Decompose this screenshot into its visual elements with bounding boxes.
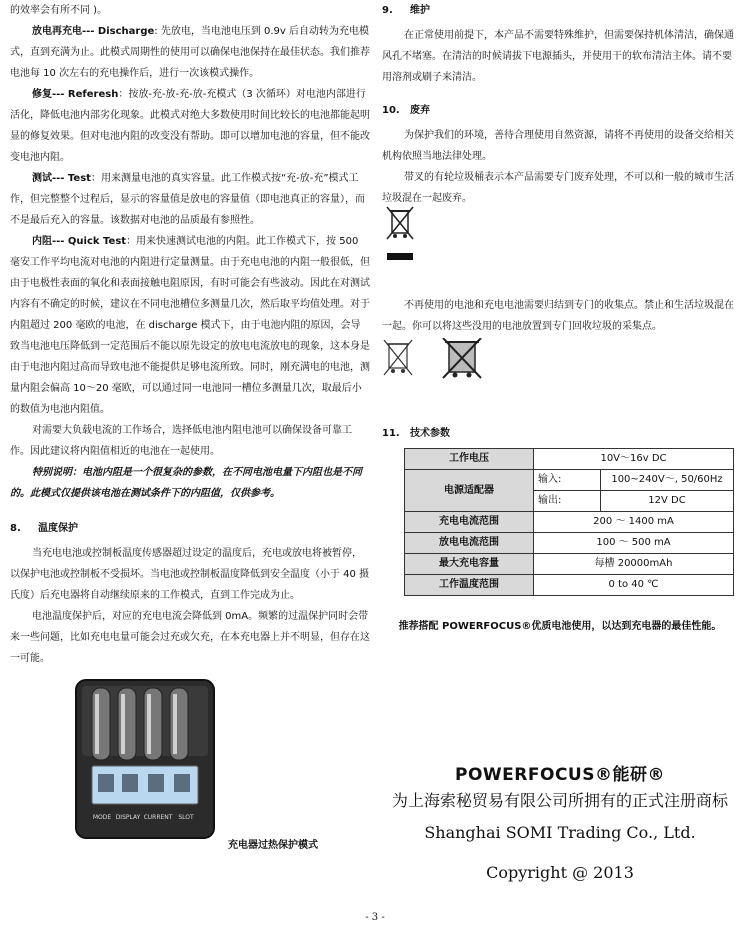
brand-owner-en: Shanghai SOMI Trading Co., Ltd. [424, 823, 696, 842]
mode-button-label: MODE [92, 814, 112, 821]
spec-output-label: 输出: [534, 491, 601, 512]
spec-charge-label: 充电电流范围 [405, 512, 534, 533]
section-10-paragraph-1: 为保护我们的环境，善待合理使用自然资源，请将不再使用的设备交给相关机构依照当地法律处理。 [382, 130, 734, 162]
recommend-note: 推荐搭配 POWERFOCUS®优质电池使用，以达到充电器的最佳性能。 [398, 621, 722, 632]
section-9-heading [382, 0, 738, 21]
battery-slot-2 [118, 688, 136, 760]
spec-temp-label: 工作温度范围 [405, 575, 534, 596]
quicktest-title: 内阻--- Quick Test [32, 236, 127, 247]
right-column [382, 0, 738, 886]
spec-discharge-value: 100 ～ 500 mA [534, 533, 734, 554]
battery-slot-1 [92, 688, 110, 760]
device-caption: 充电器过热保护模式 [228, 840, 318, 851]
section-11-title: 技术参数 [410, 428, 450, 439]
spec-temp-value: 0 to 40 ℃ [534, 575, 734, 596]
display-button-label: DISPLAY [115, 814, 141, 821]
brand-logo: POWERFOCUS®能研® [455, 765, 665, 785]
table-row [405, 554, 734, 575]
section-11-number: 11. [382, 428, 400, 439]
section-9-title: 维护 [410, 5, 430, 16]
section-10-heading [382, 100, 738, 121]
intro-tail: 的效率会有所不同 )。 [10, 5, 108, 16]
crossed-bin-icon [385, 205, 415, 265]
brand-owner-cn: 为上海索秘贸易有限公司所拥有的正式注册商标 [391, 791, 728, 810]
section-10-paragraph-2: 带叉的有轮垃圾桶表示本产品需要专门废弃处理，不可以和一般的城市生活垃圾混在一起废弃。 [382, 172, 734, 204]
table-row [405, 449, 734, 470]
section-8-heading [10, 518, 370, 539]
battery-slot-3 [144, 688, 162, 760]
quicktest-paragraph-2: 对需要大负载电流的工作场合，选择低电池内阻电池可以确保设备可靠工作。因此建议将内阻值相近的电池在一起使用。 [10, 425, 352, 457]
spec-input-label: 输入: [534, 470, 601, 491]
section-10-paragraph-3: 不再使用的电池和充电电池需要归结到专门的收集点。禁止和生活垃圾混在一起。你可以将这些没用的电池放置到专门回收垃圾的采集点。 [382, 300, 734, 332]
quicktest-body: ：用来快速测试电池的内阻。此工作模式下，按 500 毫安工作平均电流对电池的内阻进行定量测量。由于充电电池的内阻一般很低，但由于电极性表面的氧化和表面接触电阻原因，有时可能会有些波动。因此在对测试内容有不确定的时候，建议在不同电池槽位多测量几次，然后取平均值处理。对于内阻超过 200 毫欧的电池，在 discharge 模式下，由于电池内阻的原因，会导致当电池电压降低到一定范围后不能以原先设定的放电电流放电的现象，这本身是由于电池内阻过高而导致电池不能提供足够电流所致。同时，刚充满电的电池，测量内阻会偏高 10～20 毫欧，可以通过同一电池同一槽位多测量几次，取最后小的数值为电池内阻值。 [10, 236, 370, 415]
crossed-bin-small-icon [384, 340, 412, 375]
spec-table [404, 448, 734, 596]
test-body: ：用来测量电池的真实容量。此工作模式按“充-放-充”模式工作，但完整整个过程后，显示的容量值是放电的容量值（即电池真正的容量），而不是最后充入的容量。该数据对电池的品质最有参照性。 [10, 173, 365, 226]
table-row [405, 533, 734, 554]
section-8-paragraph-2: 电池温度保护后，对应的充电电流会降低到 0mA。频繁的过温保护同时会带来一些问题，比如充电电量可能会过充或欠充，在本充电器上并不明显，但存在这一可能。 [10, 611, 370, 664]
quicktest-paragraph [10, 231, 370, 420]
spec-capacity-label: 最大充电容量 [405, 554, 534, 575]
section-8-paragraph-1: 当充电电池或控制板温度传感器超过设定的温度后，充电或放电将被暂停，以保护电池或控制板不受损坏。当电池或控制板温度降低到安全温度（小于 40 摄氏度）后充电器将自动继续原来的工作模式，直到工作完成为止。 [10, 548, 370, 601]
section-10-number: 10. [382, 105, 400, 116]
spec-adapter-label: 电源适配器 [405, 470, 534, 512]
copyright: Copyright @ 2013 [486, 863, 634, 882]
page-number: - 3 - [365, 912, 385, 923]
refresh-paragraph [10, 84, 370, 168]
section-9-number: 9. [382, 5, 393, 16]
battery-disposal-icons [383, 338, 523, 380]
section-8-number: 8. [10, 523, 21, 534]
test-title: 测试--- Test [32, 173, 91, 184]
spec-voltage-value: 10V～16v DC [534, 449, 734, 470]
spec-discharge-label: 放电电流范围 [405, 533, 534, 554]
special-note: 特别说明：电池内阻是一个很复杂的参数，在不同电池电量下内阻也是不同的。此模式仅提供该电池在测试条件下的内阻值，仅供参考。 [10, 467, 362, 499]
brand-block [382, 765, 738, 886]
spec-capacity-value: 每槽 20000mAh [534, 554, 734, 575]
table-row [405, 512, 734, 533]
spec-voltage-label: 工作电压 [405, 449, 534, 470]
section-9-body: 在正常使用前提下，本产品不需要特殊维护，但需要保持机体清洁，确保通风孔不堵塞。在清洁的时候请拔下电源插头，并使用干的软布清洁主体。请不要用溶剂或刷子来清洁。 [382, 30, 734, 83]
spec-output-value: 12V DC [601, 491, 734, 512]
charger-device-image [70, 674, 220, 844]
slot-button-label: SLOT [178, 814, 194, 821]
discharge-paragraph [10, 21, 370, 84]
spec-input-value: 100~240V～, 50/60Hz [601, 470, 734, 491]
section-8-title: 温度保护 [38, 523, 78, 534]
table-row [405, 470, 734, 491]
test-paragraph [10, 168, 370, 231]
refresh-body: ：按放-充-放-充-放-充模式（3 次循环）对电池内部进行活化，降低电池内部劣化现象。此模式对绝大多数使用时间比较长的电池都能起明显的修复效果。但对电池内阻的改变没有帮助。即可以增加电池的容量，但不能改变电池内阻。 [10, 89, 370, 163]
table-row [405, 575, 734, 596]
section-10-title: 废弃 [410, 105, 430, 116]
discharge-title: 放电再充电--- Discharge [32, 26, 155, 37]
current-button-label: CURRENT [143, 814, 173, 821]
section-11-heading [382, 423, 738, 444]
discharge-body: : 先放电，当电池电压到 0.9v 后自动转为充电模式，直到充满为止。此模式周期性的使用可以确保电池保持在最佳状态。我们推荐电池每 10 次左右的充电操作后，进行一次该模式操作。 [10, 26, 370, 79]
spec-charge-value: 200 ～ 1400 mA [534, 512, 734, 533]
left-column [10, 0, 370, 669]
battery-slot-4 [170, 688, 188, 760]
crossed-battery-bin-icon [443, 338, 481, 378]
refresh-title: 修复--- Referesh [32, 89, 119, 100]
